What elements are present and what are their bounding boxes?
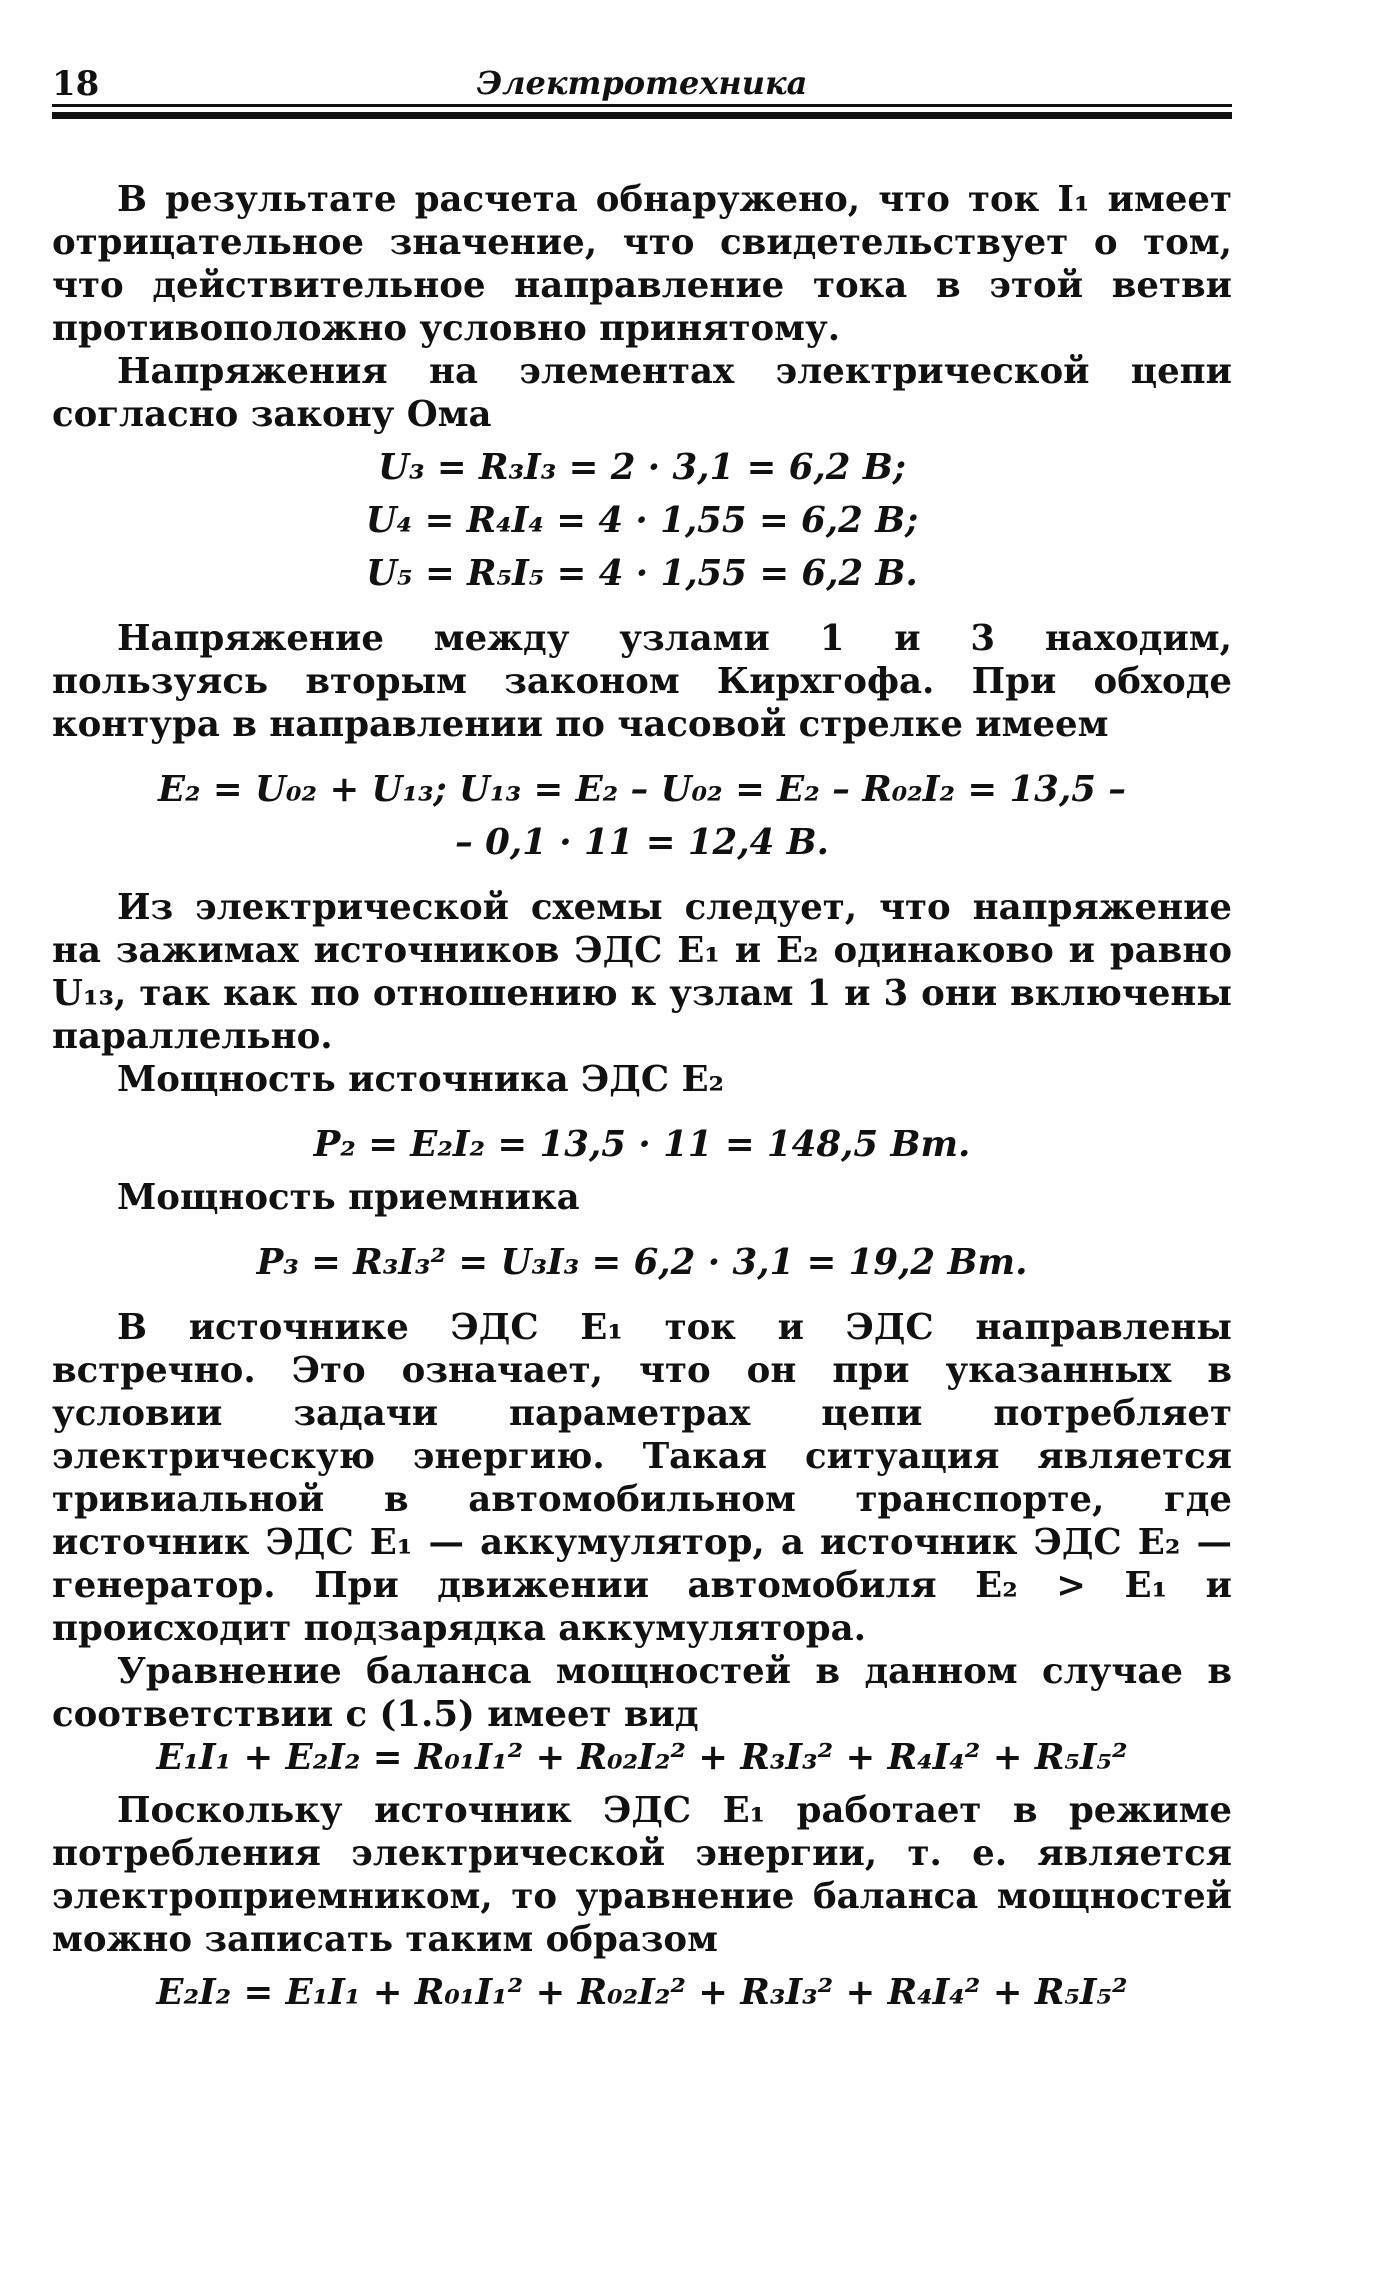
equation-p3: P₃ = R₃I₃² = U₃I₃ = 6,2 · 3,1 = 19,2 Вт. <box>256 1242 1028 1283</box>
paragraph-receiver-power: Мощность приемника <box>117 1177 580 1218</box>
equation-e2-line2: – 0,1 · 11 = 12,4 В. <box>455 822 829 863</box>
equation-e2-line1: E₂ = U₀₂ + U₁₃; U₁₃ = E₂ – U₀₂ = E₂ – R₀₂I₂ = 13,5 – <box>157 769 1127 810</box>
paragraph-parallel-sources: Из электрической схемы следует, что напряжение на зажимах источников ЭДС E₁ и E₂ одинаково и равно U₁₃, так как по отношению к узлам 1 и 3 они включены параллельно. <box>52 887 1232 1057</box>
page-number: 18 <box>52 64 100 104</box>
equation-u4: U₄ = R₄I₄ = 4 · 1,55 = 6,2 В; <box>365 500 919 541</box>
header-rule-thick <box>52 112 1232 119</box>
equation-p2: P₂ = E₂I₂ = 13,5 · 11 = 148,5 Вт. <box>313 1124 971 1165</box>
equation-power-balance-2: E₂I₂ = E₁I₁ + R₀₁I₁² + R₀₂I₂² + R₃I₃² + R₄I₄² + R₅I₅² <box>156 1972 1128 2013</box>
paragraph-battery-example: В источнике ЭДС E₁ ток и ЭДС направлены встречно. Это означает, что он при указанных в условии задачи параметрах цепи потребляет электрическую энергию. Такая ситуация является тривиальной в автомобильном транспорте, где источник ЭДС E₁ — аккумулятор, а источник ЭДС E₂ — генератор. При движении автомобиля E₂ > E₁ и происходит подзарядка аккумулятора. <box>52 1307 1232 1649</box>
page-header <box>52 62 1232 122</box>
header-rule-thin <box>52 104 1232 107</box>
equation-power-balance-1: E₁I₁ + E₂I₂ = R₀₁I₁² + R₀₂I₂² + R₃I₃² + R₄I₄² + R₅I₅² <box>156 1737 1128 1778</box>
paragraph-kirchhoff: Напряжение между узлами 1 и 3 находим, пользуясь вторым законом Кирхгофа. При обходе контура в направлении по часовой стрелке имеем <box>52 618 1232 745</box>
page-body <box>52 178 1232 2014</box>
paragraph-source-power: Мощность источника ЭДС E₂ <box>117 1059 725 1100</box>
paragraph-current-sign: В результате расчета обнаружено, что ток I₁ имеет отрицательное значение, что свидетельствует о том, что действительное направление тока в этой ветви противоположно условно принятому. <box>52 179 1232 349</box>
equation-u3: U₃ = R₃I₃ = 2 · 3,1 = 6,2 В; <box>378 447 906 488</box>
paragraph-power-balance: Уравнение баланса мощностей в данном случае в соответствии с (1.5) имеет вид <box>52 1651 1232 1735</box>
equation-u5: U₅ = R₅I₅ = 4 · 1,55 = 6,2 В. <box>366 553 918 594</box>
paragraph-ohm-law: Напряжения на элементах электрической цепи согласно закону Ома <box>52 351 1232 435</box>
paragraph-receiver-mode: Поскольку источник ЭДС E₁ работает в режиме потребления электрической энергии, т. е. является электроприемником, то уравнение баланса мощностей можно записать таким образом <box>52 1790 1232 1960</box>
running-title: Электротехника <box>476 64 808 102</box>
